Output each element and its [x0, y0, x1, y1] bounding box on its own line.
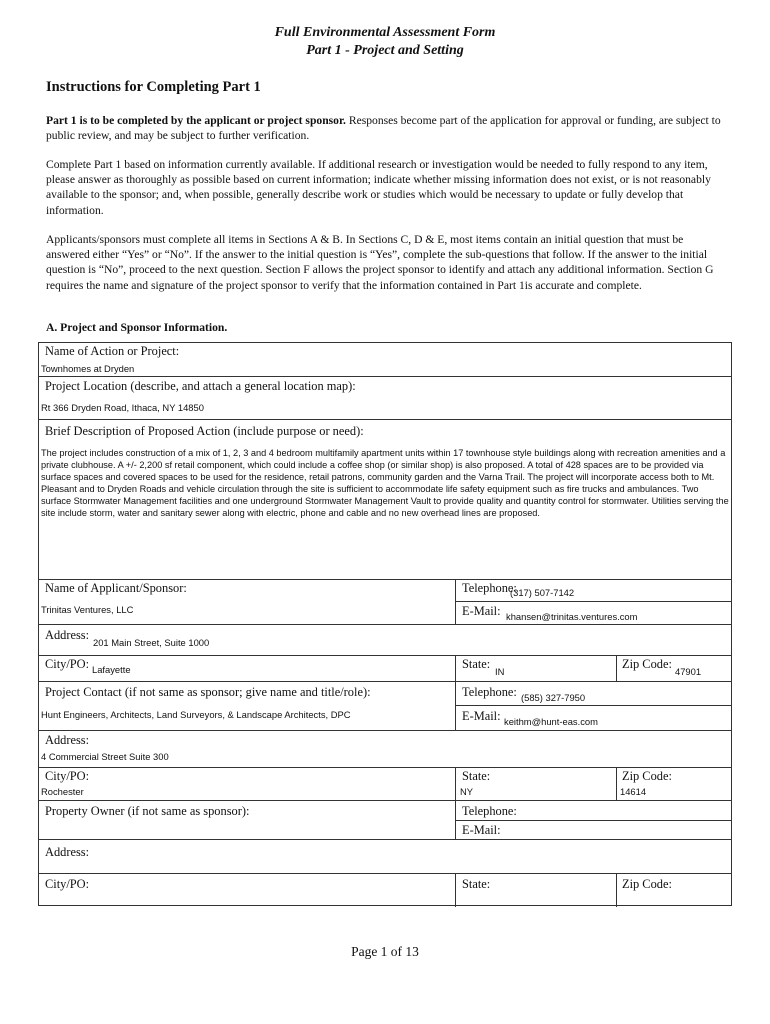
instructions-heading: Instructions for Completing Part 1 — [46, 79, 261, 95]
contact-telephone-value[interactable]: (585) 327-7950 — [521, 692, 586, 703]
owner-address-label: Address: — [45, 845, 90, 859]
applicant-city-value[interactable]: Lafayette — [92, 664, 131, 675]
applicant-telephone-value[interactable]: (317) 507-7142 — [510, 587, 575, 598]
applicant-zip-label: Zip Code: — [622, 657, 672, 671]
applicant-state-value[interactable]: IN — [495, 666, 505, 677]
owner-state-label: State: — [462, 877, 491, 891]
owner-zip-label: Zip Code: — [622, 877, 672, 891]
owner-email-label: E-Mail: — [462, 823, 501, 837]
applicant-email-value[interactable]: khansen@trinitas.ventures.com — [506, 611, 638, 622]
contact-email-label: E-Mail: — [462, 709, 501, 723]
contact-telephone-label: Telephone: — [462, 685, 517, 699]
applicant-address-value[interactable]: 201 Main Street, Suite 1000 — [93, 637, 210, 648]
instructions-p1-bold: Part 1 is to be completed by the applicant or project sponsor. — [46, 114, 346, 127]
owner-label: Property Owner (if not same as sponsor): — [45, 804, 250, 818]
applicant-city-label: City/PO: — [45, 657, 90, 671]
form-title: Full Environmental Assessment Form — [274, 25, 496, 40]
description-value[interactable]: The project includes construction of a mix of 1, 2, 3 and 4 bedroom multifamily apartment units within 17 townhouse style buildings along with recreation amenities and a private clubhouse. A +/- 2,200 sf retail component, which could include a coffee shop (or similar shop) is also proposed. A total of 428 spaces are to be provided via surface spaces and covered spaces to be used for the residence, retail patrons, community garden and the Varna Trail. The project will incorporate access both to Mt. Pleasant and to Dryden Roads and vehicle circulation through the site is sufficient to accommodate life safety equipment such as fire trucks and ambulances. Two surface Stormwater Management facilities and one underground Stormwater Management Vault to provide quality and quantity control for stormwater. Utilities serving the site include storm, water and sanitary sewer along with electric, phone and cable and no new overhead lines are proposed. — [41, 448, 729, 519]
contact-value[interactable]: Hunt Engineers, Architects, Land Surveyors, & Landscape Architects, DPC — [41, 709, 351, 720]
contact-email-value[interactable]: keithm@hunt-eas.com — [504, 716, 598, 727]
applicant-email-label: E-Mail: — [462, 604, 501, 618]
owner-telephone-label: Telephone: — [462, 804, 517, 818]
project-sponsor-form — [38, 342, 732, 906]
contact-state-label: State: — [462, 769, 491, 783]
applicant-address-label: Address: — [45, 628, 90, 642]
contact-address-label: Address: — [45, 733, 90, 747]
location-label: Project Location (describe, and attach a general location map): — [45, 379, 356, 393]
applicant-value[interactable]: Trinitas Ventures, LLC — [41, 604, 134, 615]
section-a-title: A. Project and Sponsor Information. — [46, 321, 228, 334]
contact-state-value[interactable]: NY — [460, 786, 474, 797]
location-value[interactable]: Rt 366 Dryden Road, Ithaca, NY 14850 — [41, 402, 204, 413]
contact-city-label: City/PO: — [45, 769, 90, 783]
owner-city-label: City/PO: — [45, 877, 90, 891]
applicant-zip-value[interactable]: 47901 — [675, 666, 702, 677]
applicant-label: Name of Applicant/Sponsor: — [45, 581, 187, 595]
action-name-value[interactable]: Townhomes at Dryden — [41, 363, 135, 374]
instructions-paragraph-2: Complete Part 1 based on information currently available. If additional research or investigation would be needed to fully respond to any item, please answer as thoroughly as possible based on current information; indicate whether missing information does not exist, or is not reasonably available to the sponsor; and, when possible, generally describe work or studies which would be necessary to update or fully develop that information. — [46, 158, 711, 217]
form-subtitle: Part 1 - Project and Setting — [306, 43, 464, 58]
contact-zip-value[interactable]: 14614 — [620, 786, 647, 797]
page-number: Page 1 of 13 — [351, 944, 419, 959]
contact-address-value[interactable]: 4 Commercial Street Suite 300 — [41, 751, 169, 762]
action-name-label: Name of Action or Project: — [45, 344, 180, 358]
instructions-paragraph-3: Applicants/sponsors must complete all items in Sections A & B. In Sections C, D & E, most items contain an initial question that must be answered either “Yes” or “No”. If the answer to the initial question is “Yes”, complete the sub-questions that follow. If the answer to the initial question is “No”, proceed to the next question. Section F allows the project sponsor to identify and attach any additional information. Section G requires the name and signature of the project sponsor to verify that the information contained in Part 1is accurate and complete. — [46, 233, 714, 292]
contact-label: Project Contact (if not same as sponsor; give name and title/role): — [45, 685, 371, 699]
description-label: Brief Description of Proposed Action (include purpose or need): — [45, 424, 364, 438]
contact-city-value[interactable]: Rochester — [41, 786, 84, 797]
instructions-paragraph-1 — [46, 113, 726, 143]
applicant-telephone-label: Telephone: — [462, 581, 517, 595]
contact-zip-label: Zip Code: — [622, 769, 672, 783]
instructions-p1-rest: Responses become part of the application for approval or funding, are subject to public review, and may be subject to further verification. — [46, 114, 721, 143]
applicant-state-label: State: — [462, 657, 491, 671]
